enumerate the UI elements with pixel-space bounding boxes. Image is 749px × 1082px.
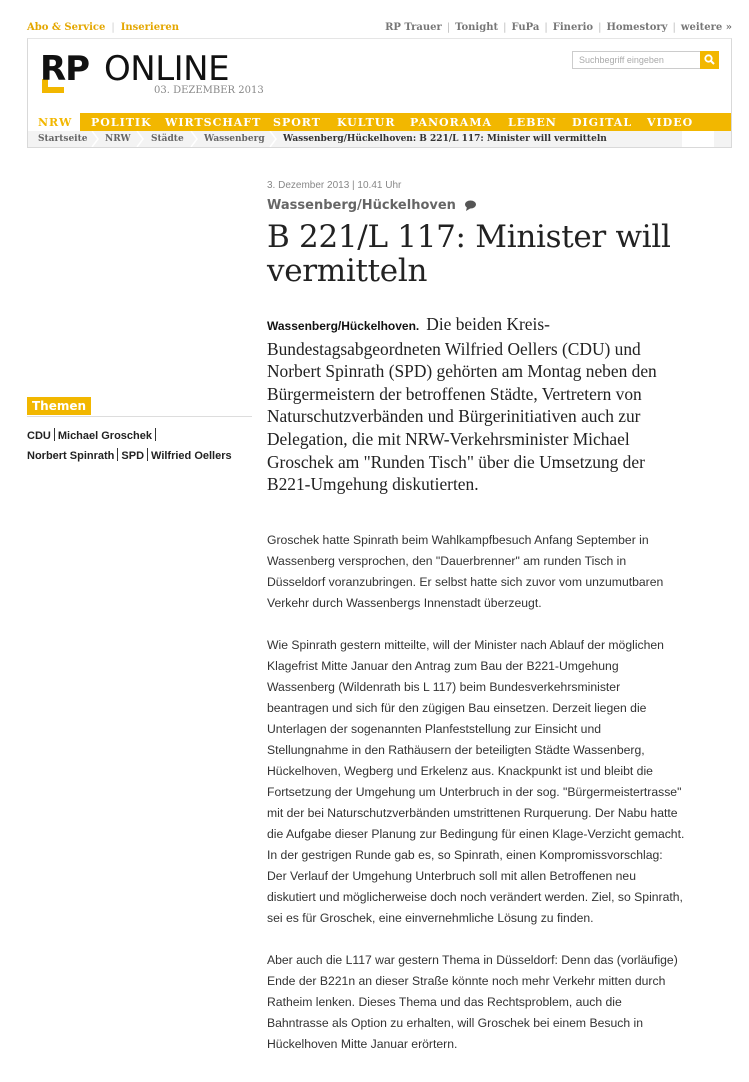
site-header [27, 38, 732, 148]
nav-item-politik[interactable]: POLITIK [91, 116, 152, 129]
lead-text: Die beiden Kreis-Bundestagsabgeordneten Wilfried Oellers (CDU) und Norbert Spinrath (SPD) gehörten am Montag neben den Bürgermeistern der betroffenen Städte, Vertretern von Naturschutzverbänden und Bürgerinitiativen auch zur Delegation, die mit NRW-Verkehrsminister Michael Groschek am "Runden Tisch" über die Umsetzung der B221-Umgehung diskutierten. [267, 314, 657, 495]
nav-item-digital[interactable]: DIGITAL [572, 116, 633, 129]
separator [155, 428, 156, 441]
tag-link[interactable]: CDU [27, 430, 51, 442]
separator [54, 428, 55, 441]
article-dateline: Wassenberg/Hückelhoven. [267, 319, 420, 333]
nav-item-leben[interactable]: LEBEN [508, 116, 557, 129]
article-paragraph: Aber auch die L117 war gestern Thema in Düsseldorf: Denn das (vorläufige) Ende der B221n an dieser Straße könnte noch mehr Verkehr mitten durch Ratheim lenken. Dieses Thema und das Rechtsproblem, auch die Bahntrasse als Option zu erhalten, will Groschek bei einem Besuch in Hückelhoven Mitte Januar erörtern. [267, 953, 678, 1051]
tag-link[interactable]: Wilfried Oellers [151, 450, 232, 462]
breadcrumb-chevron-icon [190, 131, 198, 147]
nav-item-nrw[interactable]: NRW [28, 113, 80, 131]
breadcrumb-chevron-icon [91, 131, 99, 147]
separator: | [672, 22, 676, 33]
tonight-link[interactable]: Tonight [455, 22, 499, 33]
breadcrumb [28, 131, 731, 147]
finerio-link[interactable]: Finerio [552, 22, 594, 33]
tag-link[interactable]: SPD [121, 450, 145, 462]
header-date: 03. DEZEMBER 2013 [154, 85, 264, 96]
search-icon [704, 54, 715, 65]
article-paragraph: Groschek hatte Spinrath beim Wahlkampfbesuch Anfang September in Wassenberg versprochen, den "Dauerbrenner" am runden Tisch in Düsseldorf voranzubringen. Er selbst hatte sich zuvor vom unzumutbaren Verkehr durch Wassenbergs Innenstadt überzeugt. [267, 533, 664, 610]
tag-link[interactable]: Michael Groschek [57, 430, 152, 442]
search-input[interactable]: Suchbegriff eingeben [572, 51, 712, 69]
service-links-left [27, 22, 179, 33]
weitere-link[interactable]: weitere » [680, 22, 732, 33]
breadcrumb-chevron-icon [136, 131, 144, 147]
nav-item-sport[interactable]: SPORT [273, 116, 321, 129]
themen-heading: Themen [27, 397, 91, 415]
separator [117, 448, 118, 461]
kicker-text: Wassenberg/Hückelhoven [267, 198, 456, 213]
breadcrumb-staedte[interactable]: Städte [151, 134, 184, 144]
inserieren-link[interactable]: Inserieren [120, 22, 179, 33]
separator: | [598, 22, 602, 33]
tag-link[interactable]: Norbert Spinrath [27, 450, 115, 462]
portal-links [385, 22, 732, 33]
comment-icon[interactable] [464, 200, 477, 215]
themen-divider [27, 416, 252, 417]
search-button[interactable] [700, 51, 719, 69]
article-paragraph: Wie Spinrath gestern mitteilte, will der Minister nach Ablauf der möglichen Klagefrist Mitte Januar den Antrag zum Bau der B221-Umgehung Wassenberg (Wildenrath bis L 117) beim Bundesverkehrsminister beantragen und sich für den zügigen Bau einsetzen. Derzeit liegen die Unterlagen der sogenannten Planfeststellung zur Einsicht und Stellungnahme in den Rathäusern der beteiligten Städte Wassenberg, Hückelhoven, Wegberg und Erkelenz aus. Knackpunkt ist und bleibt die Fortsetzung der Umgehung um Unterbruch in der sog. "Bürgermeistertrasse" mit der bei Naturschutzverbänden umstrittenen Rurquerung. Der Nabu hatte die Aufgabe dieser Planung zur Bedingung für einen Klage-Verzicht gemacht. In der gestrigen Runde gab es, so Spinrath, einen Kompromissvorschlag: Der Verlauf der Umgehung Unterbruch soll mit allen Betroffenen neu diskutiert und möglicherweise doch noch verändert werden. Ziel, so Spinrath, sei es für Groschek, eine einvernehmliche Lösung zu finden. [267, 638, 685, 925]
article-title: B 221/L 117: Minister will vermitteln [267, 219, 671, 289]
separator: | [111, 22, 115, 33]
logo-online: ONLINE [104, 49, 230, 89]
breadcrumb-current: Wassenberg/Hückelhoven: B 221/L 117: Minister will vermitteln [283, 134, 607, 144]
homestory-link[interactable]: Homestory [606, 22, 668, 33]
separator: | [544, 22, 548, 33]
rp-trauer-link[interactable]: RP Trauer [385, 22, 442, 33]
separator: | [503, 22, 507, 33]
separator [147, 448, 148, 461]
article-meta: 3. Dezember 2013 | 10.41 Uhr [267, 180, 402, 191]
breadcrumb-startseite[interactable]: Startseite [38, 134, 88, 144]
article-kicker [267, 198, 477, 215]
article-body [267, 530, 685, 1076]
nav-item-panorama[interactable]: PANORAMA [410, 116, 493, 129]
nav-item-video[interactable]: VIDEO [647, 116, 694, 129]
breadcrumb-wassenberg[interactable]: Wassenberg [204, 134, 265, 144]
themen-tags [27, 426, 252, 466]
nav-item-wirtschaft[interactable]: WIRTSCHAFT [165, 116, 262, 129]
breadcrumb-end [682, 131, 714, 147]
article-lead [267, 313, 687, 496]
separator: | [446, 22, 451, 33]
abo-service-link[interactable]: Abo & Service [27, 22, 106, 33]
fupa-link[interactable]: FuPa [511, 22, 540, 33]
breadcrumb-chevron-icon [269, 131, 277, 147]
logo-rp: RP [40, 49, 90, 89]
breadcrumb-nrw[interactable]: NRW [105, 134, 131, 144]
main-nav [28, 113, 731, 131]
nav-item-kultur[interactable]: KULTUR [337, 116, 396, 129]
